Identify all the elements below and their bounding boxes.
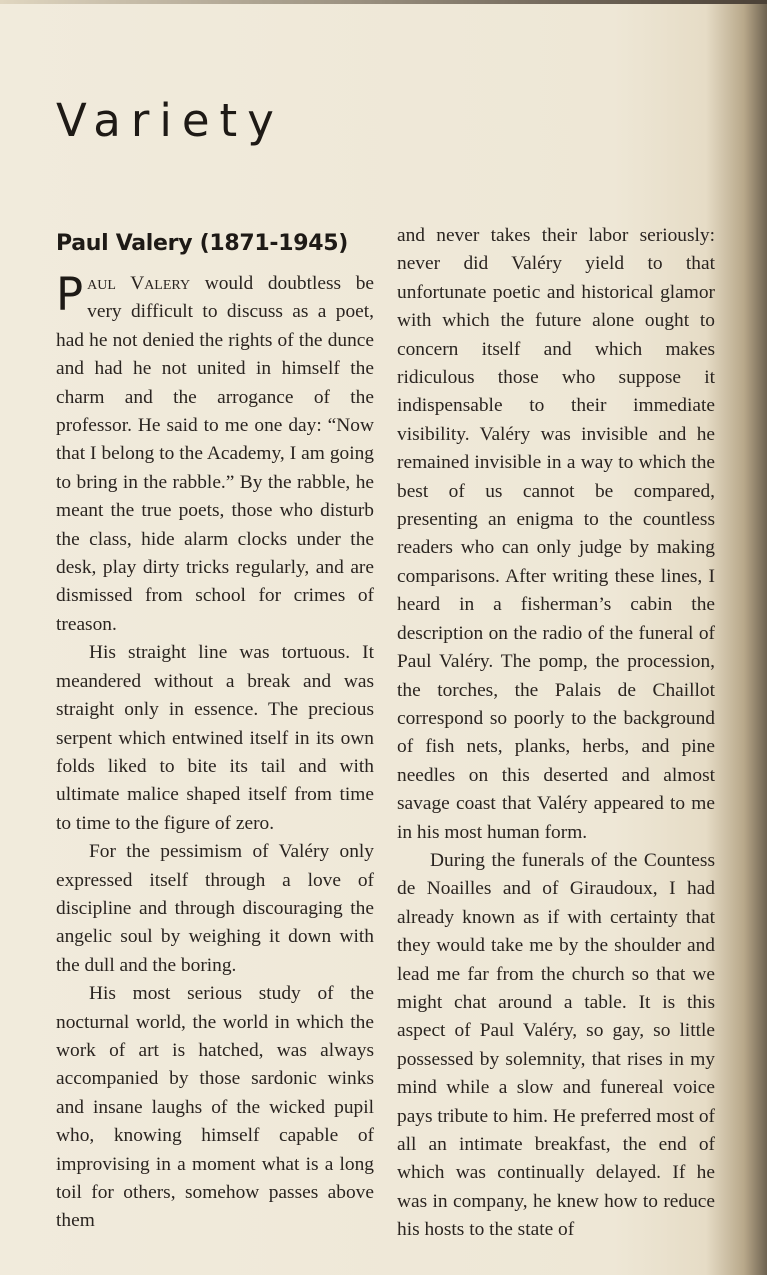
paragraph-4: His most serious study of the nocturnal world, the world in which the work of art is hatched, was always accompanied by those sardonic winks and insane laughs of the wicked pupil who, knowing himself capable of improvising in a moment what is a long toil for others, somehow passes above them: [56, 983, 374, 1232]
drop-cap: P: [56, 268, 84, 321]
left-column: [56, 222, 374, 1236]
lead-smallcaps: aul Valery: [87, 273, 191, 294]
article-heading: Paul Valery (1871-1945): [56, 231, 349, 256]
right-column: [397, 222, 715, 1245]
paragraph-6: During the funerals of the Countess de Noailles and of Giraudoux, I had already known as if with certainty that they would take me by the shoulder and lead me far from the church so that we might chat around a table. It is this aspect of Paul Valéry, so gay, so little possessed by solemnity, that rises in my mind while a slow and funereal voice pays tribute to him. He preferred most of all an intimate breakfast, the end of which was continually delayed. If he was in company, he knew how to reduce his hosts to the state of: [397, 849, 715, 1241]
paragraph-3: For the pessimism of Valéry only expressed itself through a love of discipline and through discouraging the angelic soul by weighing it down with the dull and the boring.: [56, 841, 374, 976]
section-title: Variety: [56, 94, 284, 147]
paragraph-1: [56, 270, 374, 639]
paragraph-2: His straight line was tortuous. It meandered without a break and was straight only in essence. The precious serpent which entwined itself in its own folds liked to bite its tail and with ultimate malice shaped itself from time to time to the figure of zero.: [56, 642, 374, 834]
page-top-edge: [0, 0, 767, 4]
paragraph-5: and never takes their labor seriously: never did Valéry yield to that unfortunate poetic and historical glamor with which the future alone ought to concern itself and which makes ridiculous those who suppose it indispensable to their immediate visibility. Valéry was invisible and he remained invisible in a way to which the best of us cannot be compared, presenting an enigma to the countless readers who can only judge by making comparisons. After writing these lines, I heard in a fisherman’s cabin the description on the radio of the funeral of Paul Valéry. The pomp, the procession, the torches, the Palais de Chaillot correspond so poorly to the background of fish nets, planks, herbs, and pine needles on this deserted and almost savage coast that Valéry appeared to me in his most human form.: [397, 225, 715, 843]
paragraph-1-text: would doubtless be very difficult to discuss as a poet, had he not denied the rights of the dunce and had he not united in himself the charm and the arrogance of the professor. He said to me one day: “Now that I belong to the Academy, I am going to bring in the rabble.” By the rabble, he meant the true poets, those who disturb the class, hide alarm clocks under the desk, play dirty tricks regularly, and are dismissed from school for crimes of treason.: [56, 273, 375, 635]
